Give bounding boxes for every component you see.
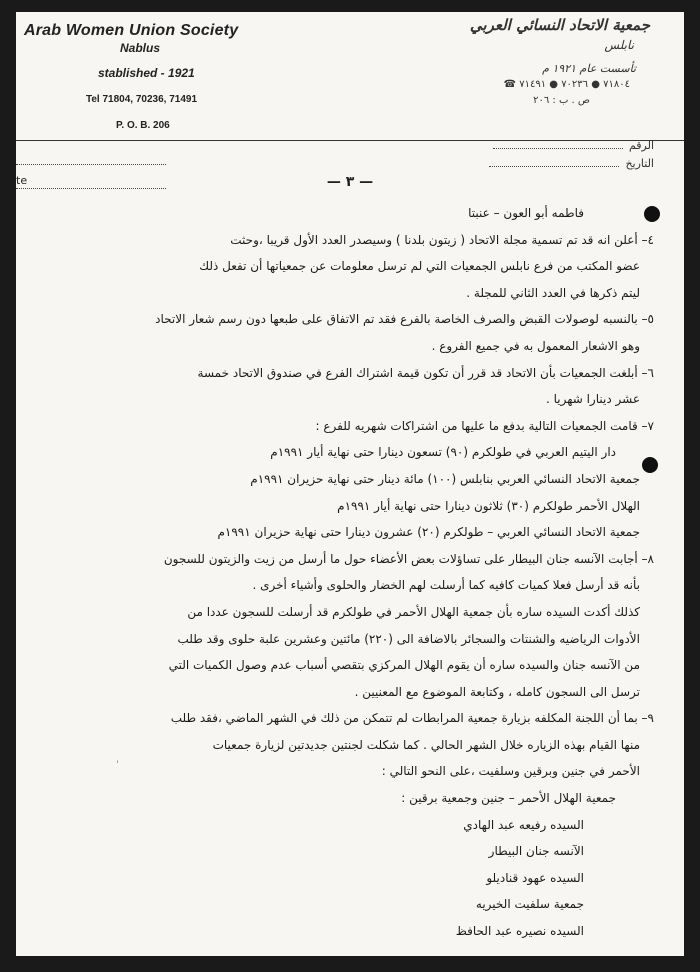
body-line: وهو الاشعار المعمول به في جميع الفروع . <box>431 338 640 353</box>
po-box-arabic: ص . ب : ٢٠٦ <box>533 95 590 106</box>
body-line: السيده رفيعه عبد الهادي <box>463 817 584 832</box>
stray-mark: ˈ <box>116 760 119 771</box>
date-field <box>484 156 654 170</box>
left-field-label: te <box>16 174 28 187</box>
body-line: ترسل الى السجون كامله ، وكتابعة الموضوع مع المعنيين . <box>354 684 640 699</box>
letterhead-arabic <box>420 16 650 106</box>
body-line: ٤– أعلن انه قد تم تسمية مجلة الاتحاد ( زيتون بلدنا ) وسيصدر العدد الأول قريبا ،وحثت <box>230 232 654 247</box>
left-field-line-1 <box>16 150 166 165</box>
body-line: السيده نصيره عبد الحافظ <box>455 924 584 939</box>
body-line: منها القيام بهذه الزياره خلال الشهر الحالي . كما شكلت لجنتين جديدتين لزيارة جمعيات <box>212 737 640 752</box>
body-line: ٩– بما أن اللجنة المكلفه بزيارة جمعية المرابطات لم تتمكن من ذلك في الشهر الماضي ،فقد طلب <box>170 711 654 726</box>
number-label: الرقم <box>628 139 654 152</box>
body-line: ليتم ذكرها في العدد الثاني للمجلة . <box>466 285 640 300</box>
telephone-arabic: ☎ ٧١٨٠٤ ● ٧٠٢٣٦ ● ٧١٤٩١ <box>503 79 630 90</box>
city-english: Nablus <box>120 41 161 55</box>
body-line: فاطمه أبو العون – عنبتا <box>468 206 584 220</box>
number-field <box>484 138 654 152</box>
body-line: بأنه قد أرسل فعلا كميات كافيه كما أرسلت لهم الخضار والحلوى وأشياء أخرى . <box>252 578 640 593</box>
body-line: جمعية الاتحاد النسائي العربي بنابلس (١٠٠) مائة دينار حتى نهاية حزيران ١٩٩١م <box>250 471 640 486</box>
telephone-english: Tel 71804, 70236, 71491 <box>86 94 198 105</box>
org-name-arabic: جمعية الاتحاد النسائي العربي <box>469 16 650 34</box>
body-line: دار اليتيم العربي في طولكرم (٩٠) تسعون دينارا حتى نهاية أيار ١٩٩١م <box>270 445 616 460</box>
body-line: الآنسه جنان البيطار <box>488 844 584 859</box>
po-box-english: P. O. B. 206 <box>116 120 170 131</box>
letterhead-english <box>24 22 264 131</box>
punch-hole-middle <box>642 457 658 473</box>
body-line: الهلال الأحمر طولكرم (٣٠) ثلاثون دينارا حتى نهاية أيار ١٩٩١م <box>337 498 640 513</box>
body-line: ٦– أبلغت الجمعيات بأن الاتحاد قد قرر أن تكون قيمة اشتراك الفرع في صندوق الاتحاد خمسة <box>197 365 654 380</box>
body-line: عضو المكتب من فرع نابلس الجمعيات التي لم ترسل معلومات عن جمعياتها أن تفعل ذلك <box>199 259 640 274</box>
body-line: من الآنسه جنان والسيده ساره أن يقوم الهلال المركزي بتقصي أسباب عدم وصول الكميات التي <box>168 658 640 673</box>
date-label: التاريخ <box>625 157 654 170</box>
date-dots <box>489 156 619 167</box>
body-line: السيده عهود قناديلو <box>486 870 584 885</box>
letter-page <box>16 12 684 956</box>
established-english: stablished - 1921 <box>98 66 195 80</box>
body-line: ٧– قامت الجمعيات التالية بدفع ما عليها من اشتراكات شهريه للفرع : <box>315 418 654 433</box>
org-name-english: Arab Women Union Society <box>24 22 239 39</box>
city-arabic: نابلس <box>604 38 634 52</box>
established-arabic: تأسست عام ١٩٢١ م <box>542 62 636 75</box>
body-line: جمعية سلفيت الخيريه <box>475 897 584 912</box>
body-line: كذلك أكدت السيده ساره بأن جمعية الهلال الأحمر في طولكرم قد أرسلت للسجون عددا من <box>187 604 640 619</box>
body-line: جمعية الاتحاد النسائي العربي – طولكرم (٢٠) عشرون دينارا حتى نهاية حزيران ١٩٩١م <box>217 525 640 540</box>
body-line: ٥– بالنسبه لوصولات القبض والصرف الخاصة بالفرع فقد تم الاتفاق على طبعها دون رسم شعار الاتحاد <box>155 312 654 327</box>
body-line: ٨– أجابت الآنسه جنان البيطار على تساؤلات بعض الأعضاء حول ما أرسل من زيت والزيتون للسجون <box>163 551 654 566</box>
body-line: عشر دينارا شهريا . <box>545 392 640 407</box>
page-number: — ٣ — <box>326 174 374 190</box>
body-line: الأدوات الرياضيه والشنتات والسجائر بالاضافة الى (٢٢٠) مائتين وعشرين علبة حلوى وقد طلب <box>177 631 640 646</box>
body-line: جمعية الهلال الأحمر – جنين وجمعية برقين : <box>401 791 616 806</box>
punch-hole-top <box>644 206 660 222</box>
letter-body <box>56 200 654 945</box>
number-dots <box>493 138 623 149</box>
body-line: الأحمر في جنين وبرقين وسلفيت ،على النحو التالي : <box>381 764 640 779</box>
